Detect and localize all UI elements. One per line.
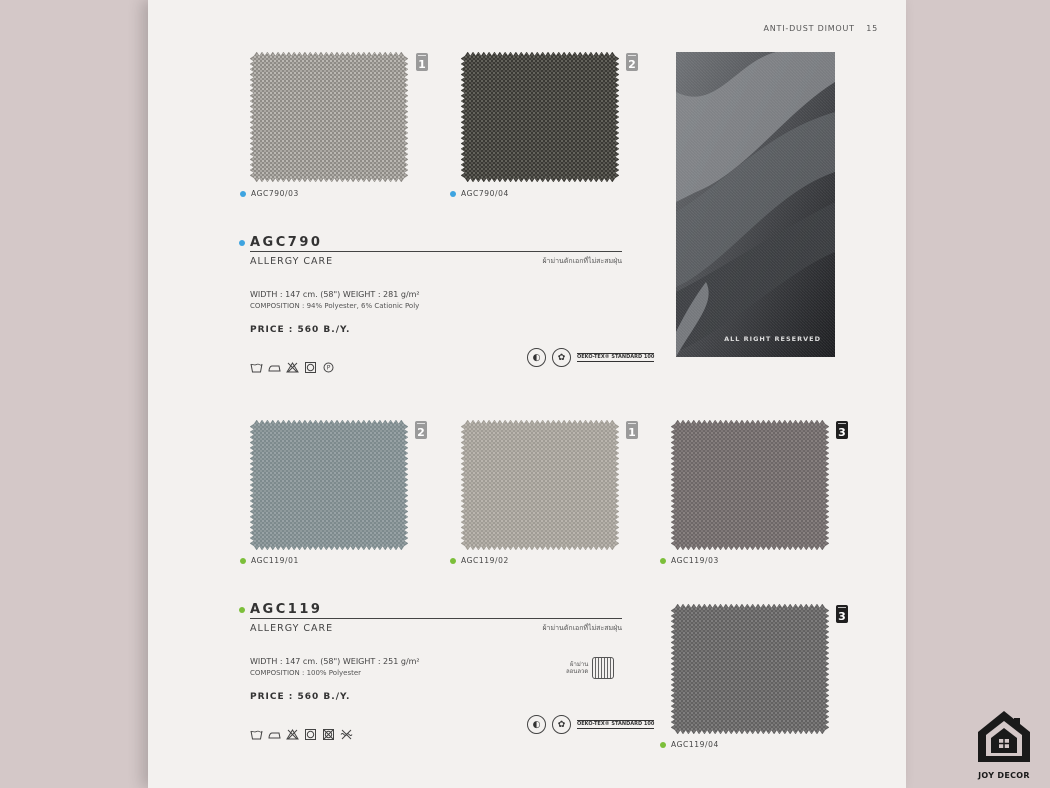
care-icons-row: [250, 725, 353, 736]
swatch-code-label: AGC790/03: [240, 189, 299, 198]
light-level-badge: 2: [626, 53, 638, 71]
product-composition: COMPOSITION : 94% Polyester, 6% Cationic Poly: [250, 302, 420, 310]
product-thai-note: ผ้าม่านดักเอกที่ไม่สะสมฝุ่น: [542, 257, 622, 265]
page-header: [764, 24, 879, 33]
draped-fabric-image: [676, 52, 835, 357]
care-icons-row: [250, 358, 335, 372]
collection-dot: [239, 607, 245, 613]
light-level-badge: 3: [836, 605, 848, 623]
section-title: ANTI-DUST DIMOUT: [763, 24, 855, 33]
swatch-code-label: AGC790/04: [450, 189, 509, 198]
iron-low-icon: [268, 358, 281, 369]
product-title-row: [250, 235, 622, 252]
stripe-fold-indicator: [566, 657, 614, 679]
tumble-dry-icon: [304, 725, 317, 736]
wash-30-icon: [250, 358, 263, 369]
no-tumble-dry-icon: [322, 725, 335, 736]
light-level-badge: 1: [416, 53, 428, 71]
light-level-badge: 1: [626, 421, 638, 439]
product-block-agc790: [250, 235, 622, 335]
stripe-label-line2: ลอนลวด: [566, 668, 589, 675]
collection-dot: [450, 191, 456, 197]
swatch-code-label: AGC119/04: [660, 740, 719, 749]
certifications-row: [527, 715, 654, 734]
product-price: PRICE : 560 B./Y.: [250, 325, 351, 335]
product-subtitle-row: [250, 623, 622, 634]
product-subtitle: ALLERGY CARE: [250, 256, 334, 267]
no-bleach-icon: [286, 725, 299, 736]
no-bleach-icon: [286, 358, 299, 369]
fabric-swatch[interactable]: [250, 420, 408, 550]
swatch-code-label: AGC119/01: [240, 556, 299, 565]
product-price: PRICE : 560 B./Y.: [250, 692, 351, 702]
collection-dot: [450, 558, 456, 564]
swatch-code-label: AGC119/02: [450, 556, 509, 565]
fabric-swatch[interactable]: [671, 420, 829, 550]
product-name: AGC790: [250, 235, 323, 250]
anti-allergy-icon: ✿: [552, 348, 571, 367]
product-width-weight: WIDTH : 147 cm. (58") WEIGHT : 251 g/m²: [250, 657, 420, 666]
iron-low-icon: [268, 725, 281, 736]
no-wring-icon: [340, 725, 353, 736]
stripe-pattern-icon: [592, 657, 614, 679]
collection-dot: [660, 558, 666, 564]
dry-clean-p-icon: [322, 358, 335, 372]
fabric-swatch[interactable]: [250, 52, 408, 182]
svg-text:P: P: [326, 364, 331, 372]
light-level-badge: 2: [415, 421, 427, 439]
stripe-label: [566, 661, 588, 675]
collection-dot: [239, 240, 245, 246]
fabric-swatch[interactable]: [461, 52, 619, 182]
logo-text: JOY DECOR: [978, 771, 1030, 780]
product-name: AGC119: [250, 602, 323, 617]
fabric-photo: [676, 52, 835, 357]
product-block-agc119: [250, 602, 622, 702]
swatch-code-label: AGC119/03: [660, 556, 719, 565]
collection-dot: [240, 191, 246, 197]
anti-dust-icon: ◐: [527, 715, 546, 734]
house-logo-icon: [974, 708, 1034, 766]
certifications-row: [527, 348, 654, 367]
fabric-swatch[interactable]: [671, 604, 829, 734]
catalog-page: [148, 0, 906, 788]
product-title-row: [250, 602, 622, 619]
wash-30-icon: [250, 725, 263, 736]
anti-allergy-icon: ✿: [552, 715, 571, 734]
page-number: 15: [866, 24, 878, 33]
oeko-tex-badge: OEKO-TEX® STANDARD 100: [577, 720, 654, 730]
tumble-dry-icon: [304, 358, 317, 369]
product-thai-note: ผ้าม่านดักเอกที่ไม่สะสมฝุ่น: [542, 624, 622, 632]
oeko-tex-badge: OEKO-TEX® STANDARD 100: [577, 353, 654, 363]
stripe-label-line1: ผ้าม่าน: [570, 660, 589, 668]
collection-dot: [660, 742, 666, 748]
anti-dust-icon: ◐: [527, 348, 546, 367]
collection-dot: [240, 558, 246, 564]
photo-caption: ALL RIGHT RESERVED: [724, 335, 821, 343]
product-subtitle-row: [250, 256, 622, 267]
joy-decor-logo[interactable]: [974, 708, 1034, 780]
product-subtitle: ALLERGY CARE: [250, 623, 334, 634]
product-width-weight: WIDTH : 147 cm. (58") WEIGHT : 281 g/m²: [250, 290, 420, 299]
fabric-swatch[interactable]: [461, 420, 619, 550]
product-composition: COMPOSITION : 100% Polyester: [250, 669, 362, 677]
light-level-badge: 3: [836, 421, 848, 439]
